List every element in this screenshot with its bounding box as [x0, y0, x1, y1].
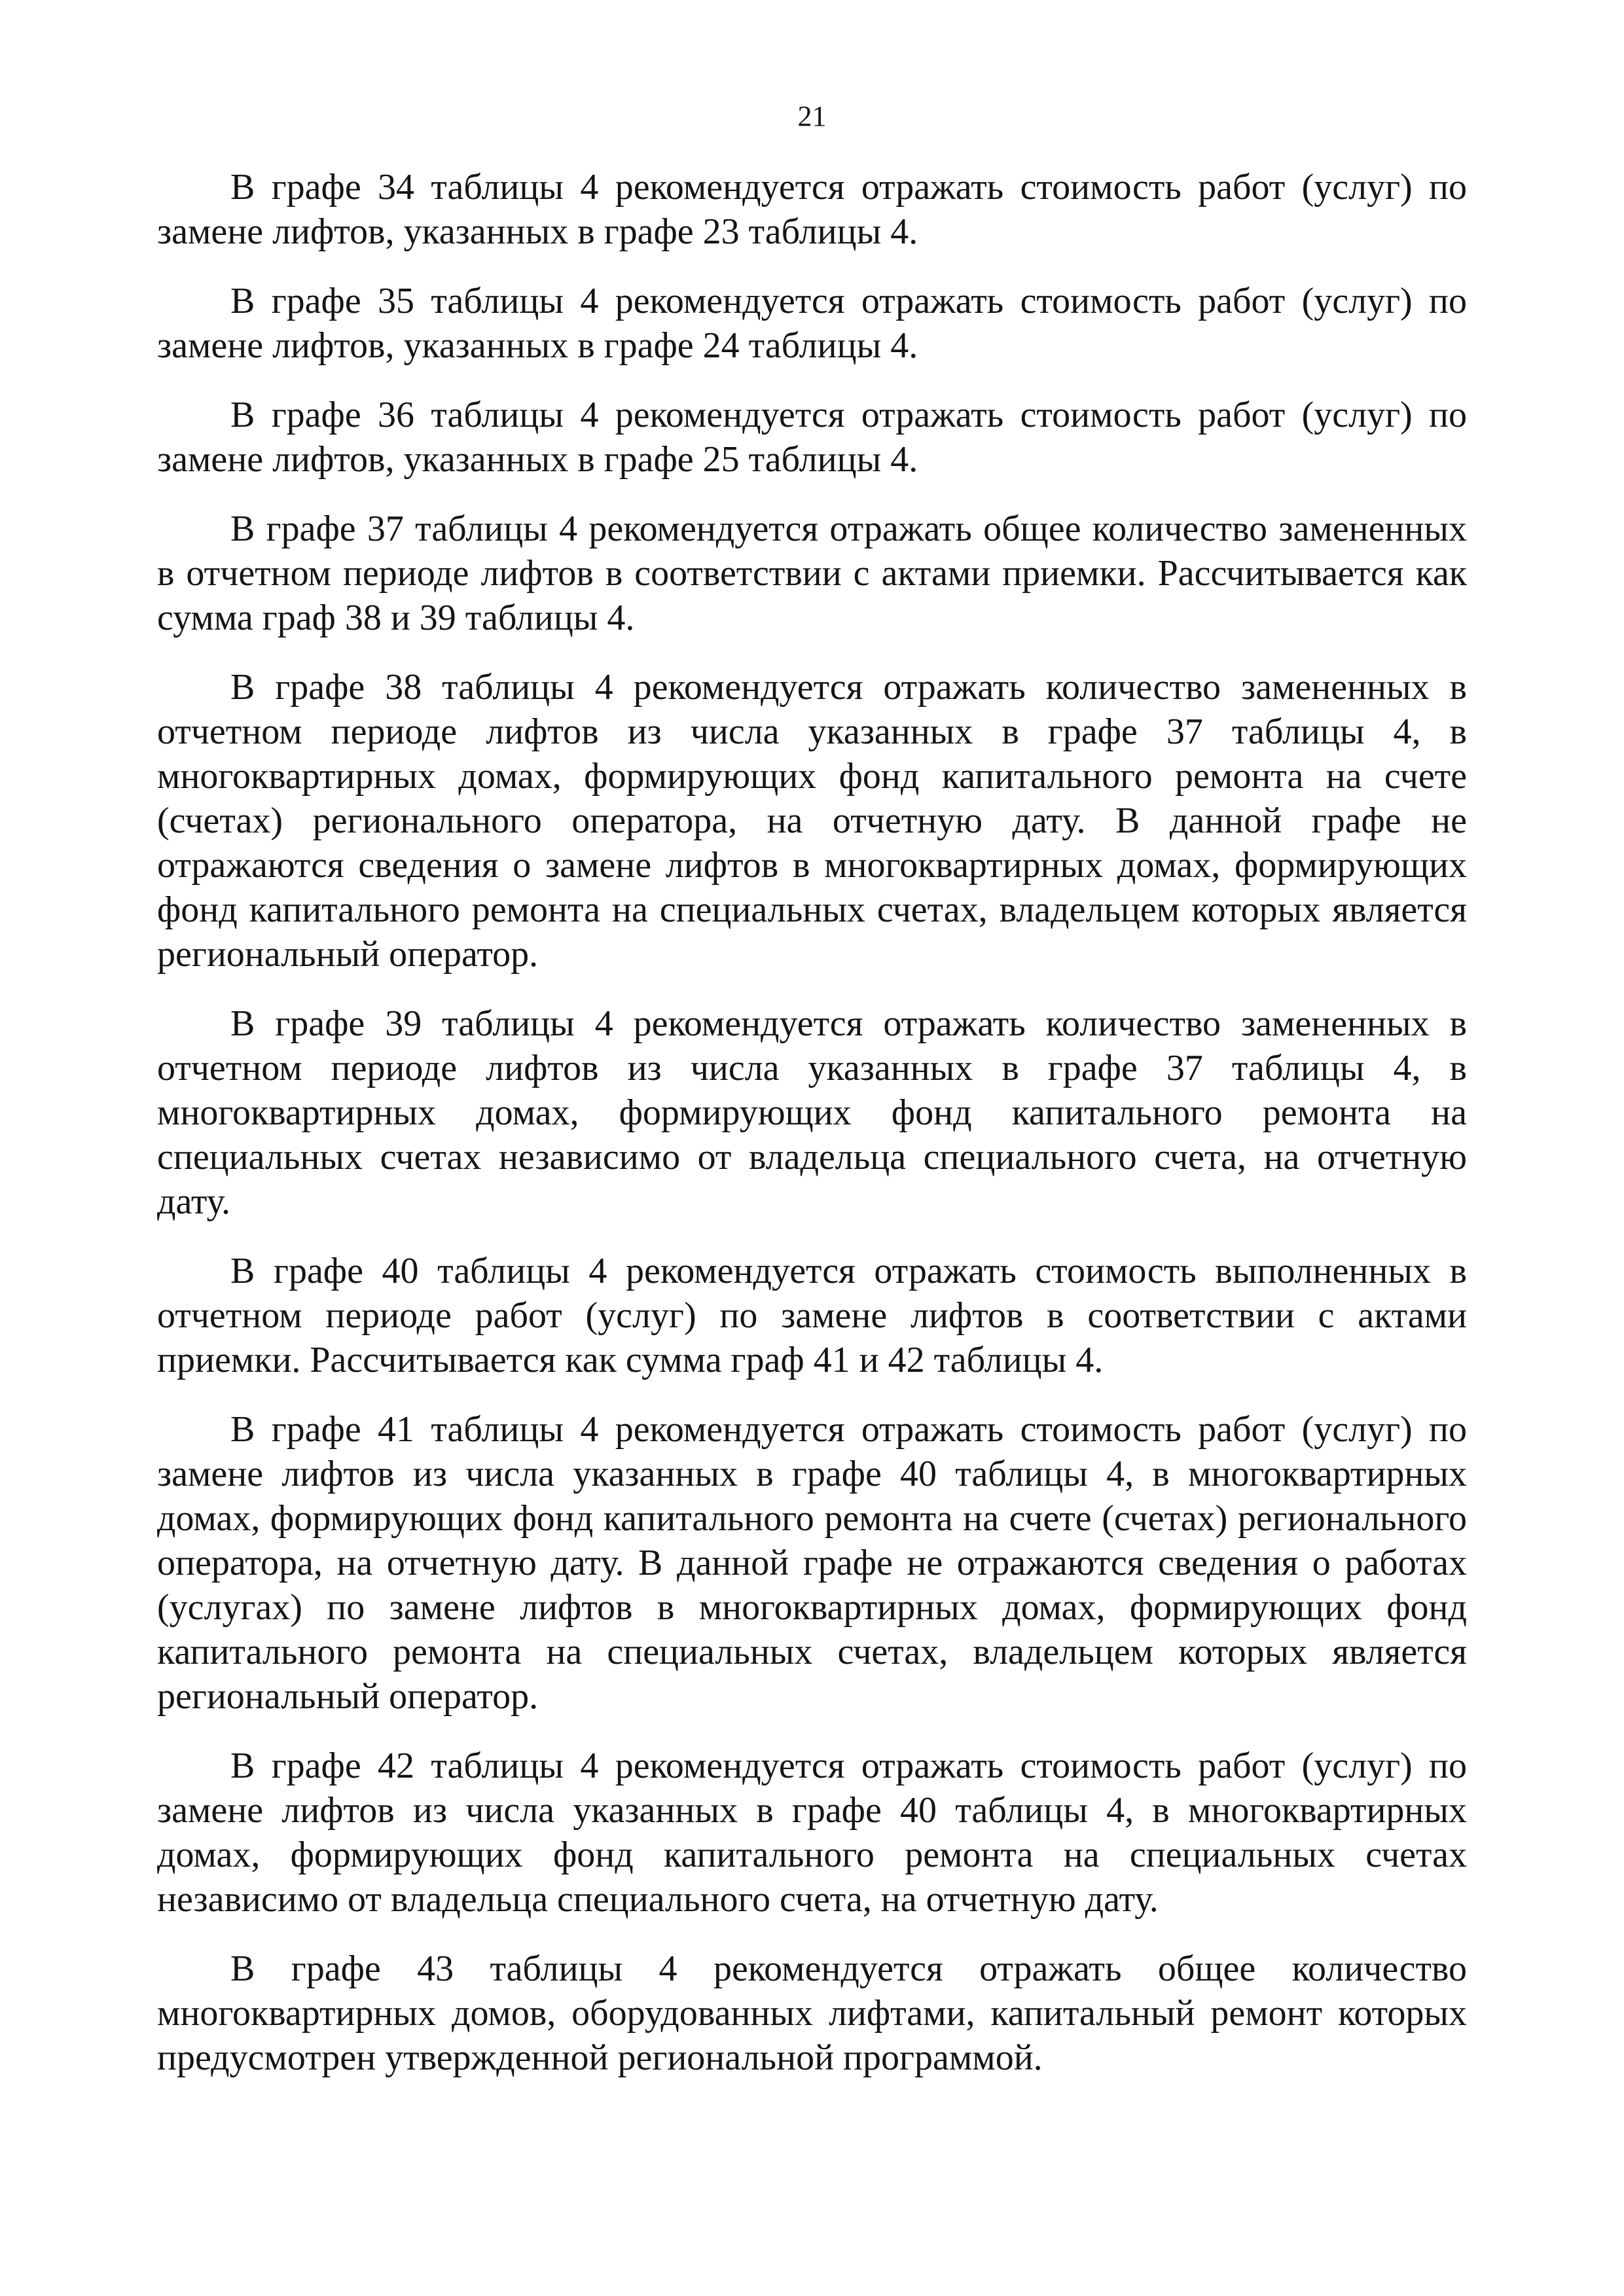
page-number: 21: [797, 100, 827, 132]
paragraph-column-40: В графе 40 таблицы 4 рекомендуется отражать стоимость выполненных в отчетном периоде работ (услуг) по замене лифтов в соответствии с актами приемки. Рассчитывается как сумма граф 41 и 42 таблицы 4.: [157, 1251, 1467, 1380]
paragraph-column-34: В графе 34 таблицы 4 рекомендуется отражать стоимость работ (услуг) по замене лифтов, указанных в графе 23 таблицы 4.: [157, 167, 1467, 252]
paragraph-column-39: В графе 39 таблицы 4 рекомендуется отражать количество замененных в отчетном периоде лифтов из числа указанных в графе 37 таблицы 4, в многоквартирных домах, формирующих фонд капитального ремонта на специальных счетах независимо от владельца специального счета, на отчетную дату.: [157, 1003, 1467, 1222]
paragraph-column-43: В графе 43 таблицы 4 рекомендуется отражать общее количество многоквартирных домов, оборудованных лифтами, капитальный ремонт которых предусмотрен утвержденной региональной программой.: [157, 1948, 1467, 2078]
paragraph-column-35: В графе 35 таблицы 4 рекомендуется отражать стоимость работ (услуг) по замене лифтов, указанных в графе 24 таблицы 4.: [157, 281, 1467, 366]
paragraph-column-38: В графе 38 таблицы 4 рекомендуется отражать количество замененных в отчетном периоде лифтов из числа указанных в графе 37 таблицы 4, в многоквартирных домах, формирующих фонд капитального ремонта на счете (счетах) регионального оператора, на отчетную дату. В данной графе не отражаются сведения о замене лифтов в многоквартирных домах, формирующих фонд капитального ремонта на специальных счетах, владельцем которых является региональный оператор.: [157, 667, 1467, 975]
paragraph-column-37: В графе 37 таблицы 4 рекомендуется отражать общее количество замененных в отчетном периоде лифтов в соответствии с актами приемки. Рассчитывается как сумма граф 38 и 39 таблицы 4.: [157, 509, 1467, 638]
paragraph-column-41: В графе 41 таблицы 4 рекомендуется отражать стоимость работ (услуг) по замене лифтов из числа указанных в графе 40 таблицы 4, в многоквартирных домах, формирующих фонд капитального ремонта на счете (счетах) регионального оператора, на отчетную дату. В данной графе не отражаются сведения о работах (услугах) по замене лифтов в многоквартирных домах, формирующих фонд капитального ремонта на специальных счетах, владельцем которых является региональный оператор.: [157, 1409, 1467, 1717]
paragraph-column-36: В графе 36 таблицы 4 рекомендуется отражать стоимость работ (услуг) по замене лифтов, указанных в графе 25 таблицы 4.: [157, 395, 1467, 480]
paragraph-column-42: В графе 42 таблицы 4 рекомендуется отражать стоимость работ (услуг) по замене лифтов из числа указанных в графе 40 таблицы 4, в многоквартирных домах, формирующих фонд капитального ремонта на специальных счетах независимо от владельца специального счета, на отчетную дату.: [157, 1746, 1467, 1920]
document-body: [157, 165, 1467, 2105]
